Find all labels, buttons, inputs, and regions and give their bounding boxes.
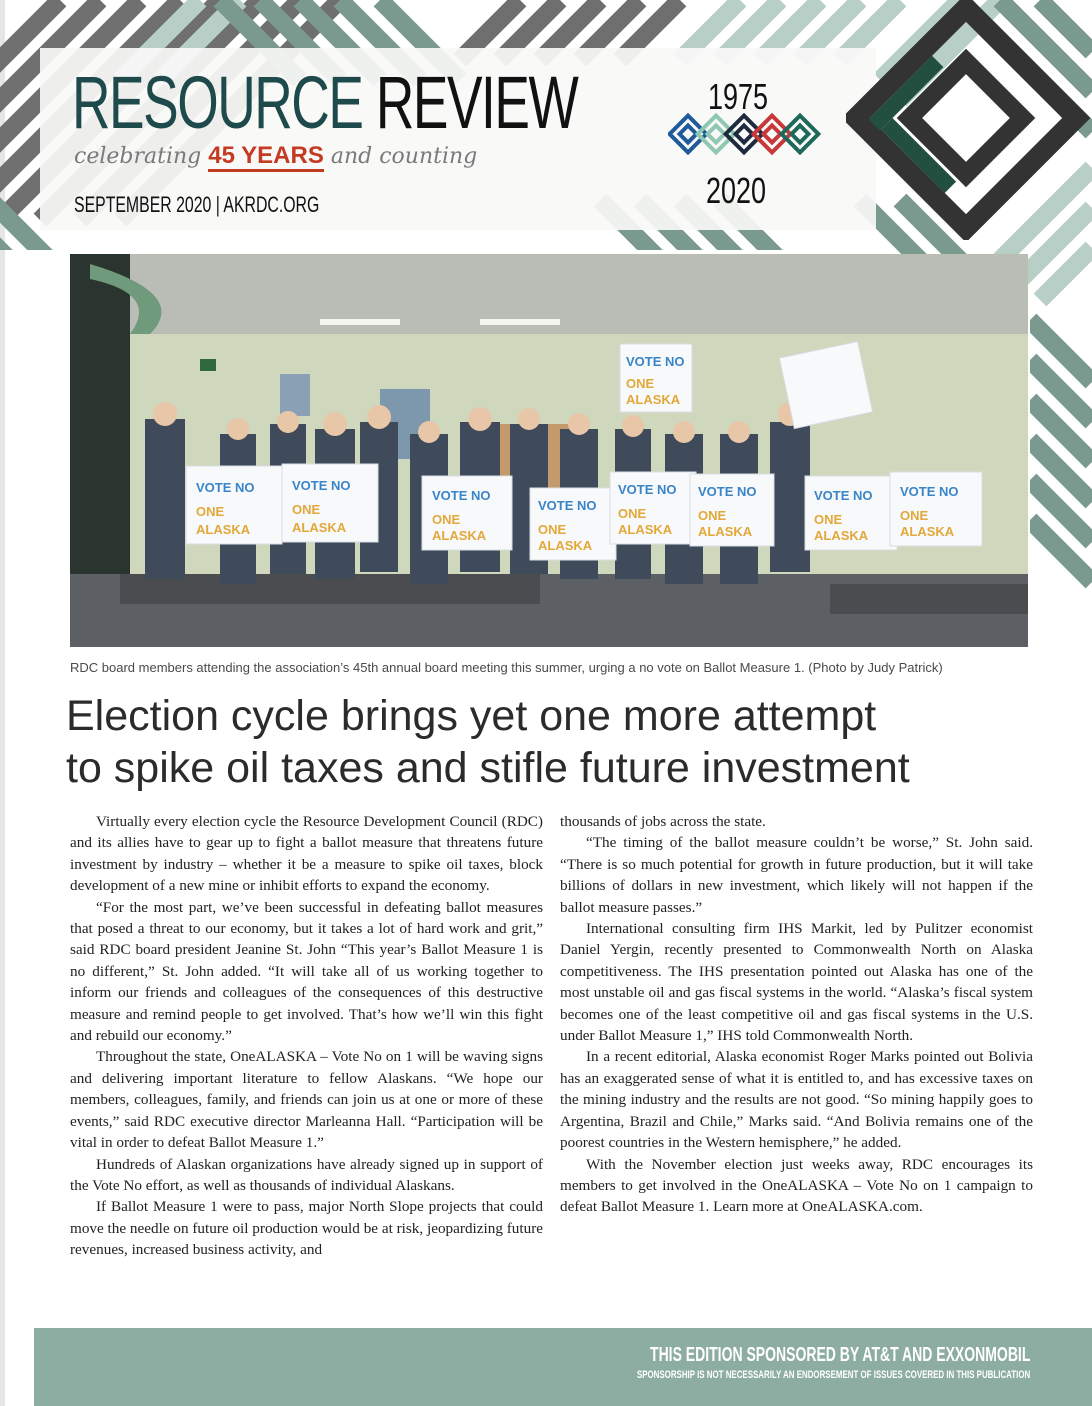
paragraph: Throughout the state, OneALASKA – Vote No on 1 will be waving signs and delivering important literature to fellow Alaskans. “We hope our members, colleagues, family, and friends can join us at one or more of these events,” said RDC executive director Marleanna Hall. “Participation will be vital in order to defeat Ballot Measure 1.” [70,1048,543,1152]
article-headline [66,690,1066,794]
svg-text:VOTE NO: VOTE NO [432,488,491,503]
sponsor-line: THIS EDITION SPONSORED BY AT&T AND EXXONMOBIL [649,1344,1030,1366]
paragraph: International consulting firm IHS Markit, led by Pulitzer economist Daniel Yergin, recently presented to Commonwealth North on Alaska competitiveness. The IHS presentation pointed out Alaska has one of the most unstable oil and gas fiscal systems in the world. “Alaska’s fiscal system becomes one of the least competitive oil and gas fiscal systems in the U.S. under Ballot Measure 1,” IHS told Commonwealth North. [560,920,1033,1045]
svg-text:VOTE NO: VOTE NO [196,480,255,495]
sponsor-disclaimer: SPONSORSHIP IS NOT NECESSARILY AN ENDORSEMENT OF ISSUES COVERED IN THIS PUBLICATION [636,1369,1030,1381]
photo-caption: RDC board members attending the association’s 45th annual board meeting this summer, urging a no vote on Ballot Measure 1. (Photo by Judy Patrick) [70,660,943,675]
svg-text:ONE: ONE [292,502,321,517]
svg-text:ONE: ONE [900,508,929,523]
svg-text:VOTE NO: VOTE NO [626,354,685,369]
svg-text:ONE: ONE [618,506,647,521]
svg-text:ONE: ONE [196,504,225,519]
svg-text:ONE: ONE [538,522,567,537]
svg-text:ONE: ONE [698,508,727,523]
tagline-post: and counting [323,144,478,169]
publication-title [72,61,578,144]
svg-text:VOTE NO: VOTE NO [538,498,597,513]
paragraph: If Ballot Measure 1 were to pass, major North Slope projects that could move the needle on future oil production would be at risk, jeopardizing future revenues, increased business activity, and [70,1198,543,1259]
paragraph: Virtually every election cycle the Resource Development Council (RDC) and its allies have to gear up to fight a ballot measure that threatens future investment by industry – whether it be a measure to spike oil taxes, block development of a new mine or inhibit efforts to expand the economy. [70,813,543,895]
svg-text:ALASKA: ALASKA [196,522,251,537]
year-start: 1975 [708,76,769,117]
tagline-45-years: 45 YEARS [208,142,324,172]
article-column-1 [70,811,543,1261]
svg-text:ALASKA: ALASKA [626,392,681,407]
anniversary-logos-icon [668,110,828,158]
sponsor-footer [34,1328,1092,1406]
svg-text:ALASKA: ALASKA [698,524,753,539]
svg-text:VOTE NO: VOTE NO [814,488,873,503]
issue-dateline: SEPTEMBER 2020 | AKRDC.ORG [74,192,320,217]
paragraph-continued: thousands of jobs across the state. [560,813,766,830]
rdc-logo-icon [846,0,1092,240]
svg-text:ONE: ONE [432,512,461,527]
svg-text:ALASKA: ALASKA [814,528,869,543]
headline-line-2: to spike oil taxes and stifle future investment [66,744,910,792]
svg-text:VOTE NO: VOTE NO [698,484,757,499]
svg-text:ALASKA: ALASKA [618,522,673,537]
svg-text:ALASKA: ALASKA [900,524,955,539]
svg-text:ONE: ONE [626,376,655,391]
title-resource: RESOURCE [72,61,363,144]
paragraph: In a recent editorial, Alaska economist Roger Marks pointed out Bolivia has an exaggerated sense of what it is entitled to, and has excessive taxes on the mining industry and the results are not good. “So mining happily goes to Argentina, Brazil and Chile,” Marks said. “And Bolivia remains one of the poorest countries in the Western hemisphere,” he added. [560,1048,1033,1152]
paragraph: With the November election just weeks away, RDC encourages its members to get involved in the OneALASKA – Vote No on 1 campaign to defeat Ballot Measure 1. Learn more at OneALASKA.com. [560,1155,1033,1216]
anniversary-tagline [74,142,477,170]
year-end: 2020 [706,170,767,211]
svg-text:ALASKA: ALASKA [432,528,487,543]
svg-text:ALASKA: ALASKA [538,538,593,553]
svg-text:ALASKA: ALASKA [292,520,347,535]
paragraph: “For the most part, we’ve been successful in defeating ballot measures that posed a threat to our economy, but it takes a lot of hard work and grit,” said RDC board president Jeanine St. John “This year’s Ballot Measure 1 is no different,” St. John added. “It will take all of us working together to inform our friends and colleagues of the consequences of this destructive measure and remind people to get involved. That’s how we’ll win this fight and rebuild our economy.” [70,898,543,1045]
tagline-pre: celebrating [74,144,209,169]
board-members-photo [70,254,1028,647]
article-column-2 [560,811,1033,1218]
photo-illustration [70,254,1028,647]
headline-line-1: Election cycle brings yet one more attempt [66,692,877,740]
title-review: REVIEW [375,61,578,144]
paragraph: Hundreds of Alaskan organizations have already signed up in support of the Vote No effort, as well as thousands of individual Alaskans. [70,1155,543,1194]
svg-text:ONE: ONE [814,512,843,527]
svg-text:VOTE NO: VOTE NO [618,482,677,497]
svg-text:VOTE NO: VOTE NO [292,478,351,493]
svg-text:VOTE NO: VOTE NO [900,484,959,499]
paragraph: “The timing of the ballot measure couldn’t be worse,” St. John said. “There is so much potential for growth in future production, but it will take billions of dollars in new investment, which likely will not happen if the ballot measure passes.” [560,834,1033,916]
